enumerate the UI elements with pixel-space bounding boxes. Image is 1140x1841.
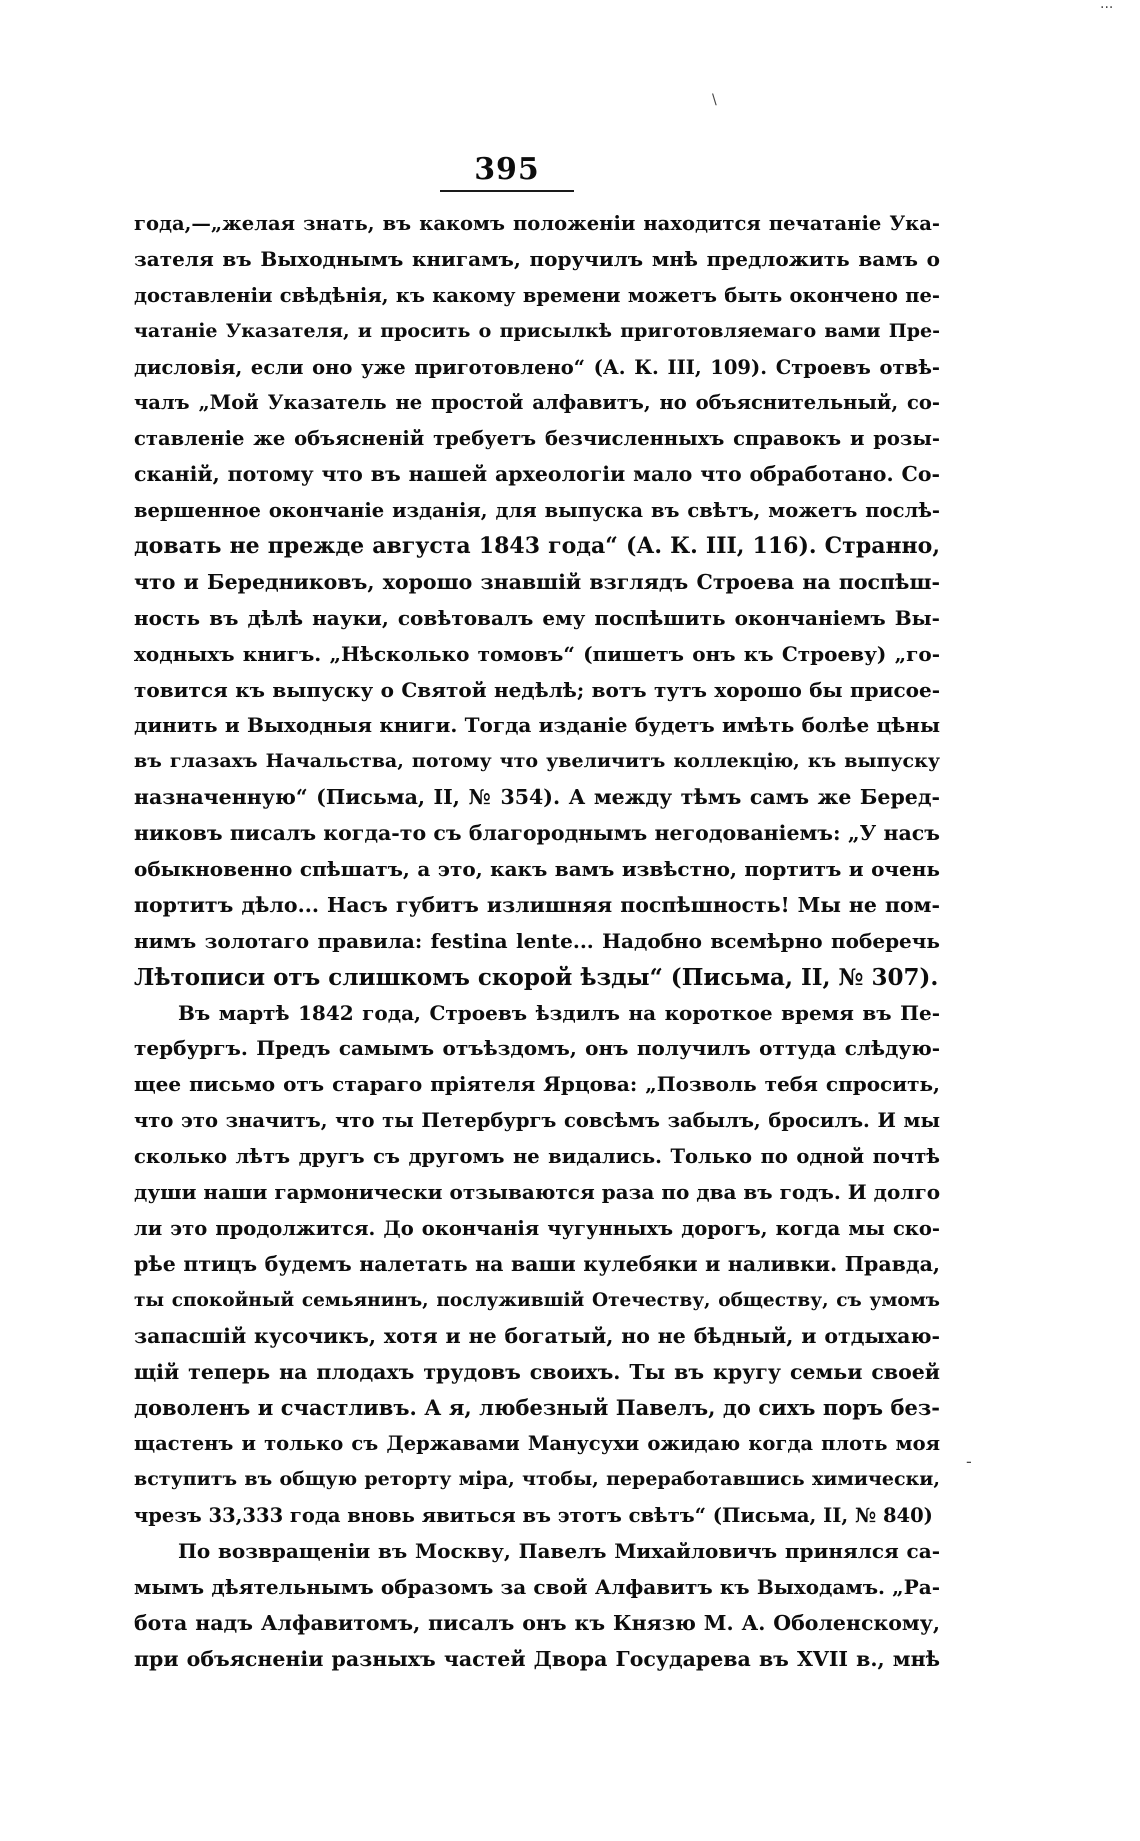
- text-line: чатаніе Указателя, и просить о присылкѣ приготовляемаго вами Пре-: [134, 319, 940, 342]
- text-line: въ глазахъ Начальства, потому что увеличитъ коллекцію, къ выпуску: [134, 750, 940, 773]
- text-line: доволенъ и счастливъ. А я, любезный Павелъ, до сихъ поръ без-: [134, 1395, 940, 1421]
- text-line: души наши гармонически отзываются раза по два въ годъ. И долго: [134, 1180, 940, 1205]
- text-line: ставленіе же объясненій требуетъ безчисленныхъ справокъ и розы-: [134, 427, 940, 451]
- text-line: щастенъ и только съ Державами Манусухи ожидаю когда плоть моя: [134, 1432, 940, 1456]
- page-number-rule: [440, 190, 574, 192]
- text-line: что это значитъ, что ты Петербургъ совсѣмъ забылъ, бросилъ. И мы: [134, 1109, 940, 1133]
- text-line: мымъ дѣятельнымъ образомъ за свой Алфавитъ къ Выходамъ. „Ра-: [134, 1574, 940, 1599]
- text-line: запасшій кусочикъ, хотя и не богатый, но не бѣдный, и отдыхаю-: [134, 1323, 940, 1348]
- text-line: чрезъ 33,333 года вновь явиться въ этотъ свѣтъ“ (Письма, II, № 840): [134, 1504, 933, 1528]
- text-line: дисловія, если оно уже приготовлено“ (А. К. III, 109). Строевъ отвѣ-: [134, 355, 940, 379]
- text-line: года,—„желая знать, въ какомъ положеніи находится печатаніе Ука-: [134, 212, 940, 235]
- text-line: щій теперь на плодахъ трудовъ своихъ. Ты въ кругу семьи своей: [134, 1359, 940, 1384]
- text-line: тербургъ. Предъ самымъ отъѣздомъ, онъ получилъ оттуда слѣдую-: [134, 1036, 940, 1061]
- text-line: что и Бередниковъ, хорошо знавшій взглядъ Строева на поспѣш-: [134, 569, 940, 594]
- text-line: назначенную“ (Письма, II, № 354). А между тѣмъ самъ же Беред-: [134, 785, 940, 810]
- text-line: бота надъ Алфавитомъ, писалъ онъ къ Князю М. А. Оболенскому,: [134, 1610, 940, 1635]
- text-line: обыкновенно спѣшатъ, а это, какъ вамъ извѣстно, портитъ и очень: [134, 857, 940, 882]
- text-line: ты спокойный семьянинъ, послужившій Отечеству, обществу, съ умомъ: [134, 1289, 940, 1311]
- text-line: вступитъ въ общую реторту міра, чтобы, переработавшись химически,: [134, 1468, 940, 1491]
- text-line: чалъ „Мой Указатель не простой алфавитъ, но объяснительный, со-: [134, 391, 940, 415]
- text-line: никовъ писалъ когда-то съ благороднымъ негодованіемъ: „У насъ: [134, 821, 940, 846]
- text-line: ли это продолжится. До окончанія чугунныхъ дорогъ, когда мы ско-: [134, 1216, 940, 1240]
- right-margin-mark: -: [966, 1452, 972, 1471]
- text-line: нимъ золотаго правила: festina lente... Надобно всемѣрно поберечь: [134, 928, 940, 953]
- body-text: [134, 206, 940, 1678]
- text-line: довать не прежде августа 1843 года“ (А. К. III, 116). Странно,: [134, 533, 940, 560]
- text-line: Лѣтописи отъ слишкомъ скорой ѣзды“ (Письма, II, № 307).: [134, 963, 939, 991]
- text-line: сколько лѣтъ другъ съ другомъ не видались. Только по одной почтѣ: [134, 1145, 940, 1169]
- text-line: портитъ дѣло... Насъ губитъ излишняя поспѣшность! Мы не пом-: [134, 892, 940, 917]
- text-line: зателя въ Выходнымъ книгамъ, поручилъ мнѣ предложить вамъ о: [134, 246, 940, 271]
- page-number: 395: [474, 152, 540, 187]
- top-margin-mark: \: [712, 92, 717, 108]
- text-line: сканій, потому что въ нашей археологіи мало что обработано. Со-: [134, 462, 940, 487]
- text-line: ходныхъ книгъ. „Нѣсколько томовъ“ (пишетъ онъ къ Строеву) „го-: [134, 641, 940, 666]
- text-line: щее письмо отъ стараго пріятеля Ярцова: „Позволь тебя спросить,: [134, 1072, 940, 1097]
- paragraph-first-line: Въ мартѣ 1842 года, Строевъ ѣздилъ на короткое время въ Пе-: [178, 1000, 940, 1025]
- text-line: динить и Выходныя книги. Тогда изданіе будетъ имѣть болѣе цѣны: [134, 713, 940, 738]
- text-line: вершенное окончаніе изданія, для выпуска въ свѣтъ, можетъ послѣ-: [134, 499, 940, 523]
- text-line: рѣе птицъ будемъ налетать на ваши кулебяки и наливки. Правда,: [134, 1251, 940, 1276]
- text-line: доставленіи свѣдѣнія, къ какому времени можетъ быть окончено пе-: [134, 283, 940, 307]
- text-line: ность въ дѣлѣ науки, совѣтовалъ ему поспѣшить окончаніемъ Вы-: [134, 605, 940, 630]
- paragraph-first-line: По возвращеніи въ Москву, Павелъ Михайловичъ принялся са-: [178, 1538, 940, 1563]
- text-line: товится къ выпуску о Святой недѣлѣ; вотъ тутъ хорошо бы присое-: [134, 677, 940, 702]
- corner-mark: ···: [1100, 0, 1114, 16]
- text-line: при объясненіи разныхъ частей Двора Государева въ XVII в., мнѣ: [134, 1646, 940, 1671]
